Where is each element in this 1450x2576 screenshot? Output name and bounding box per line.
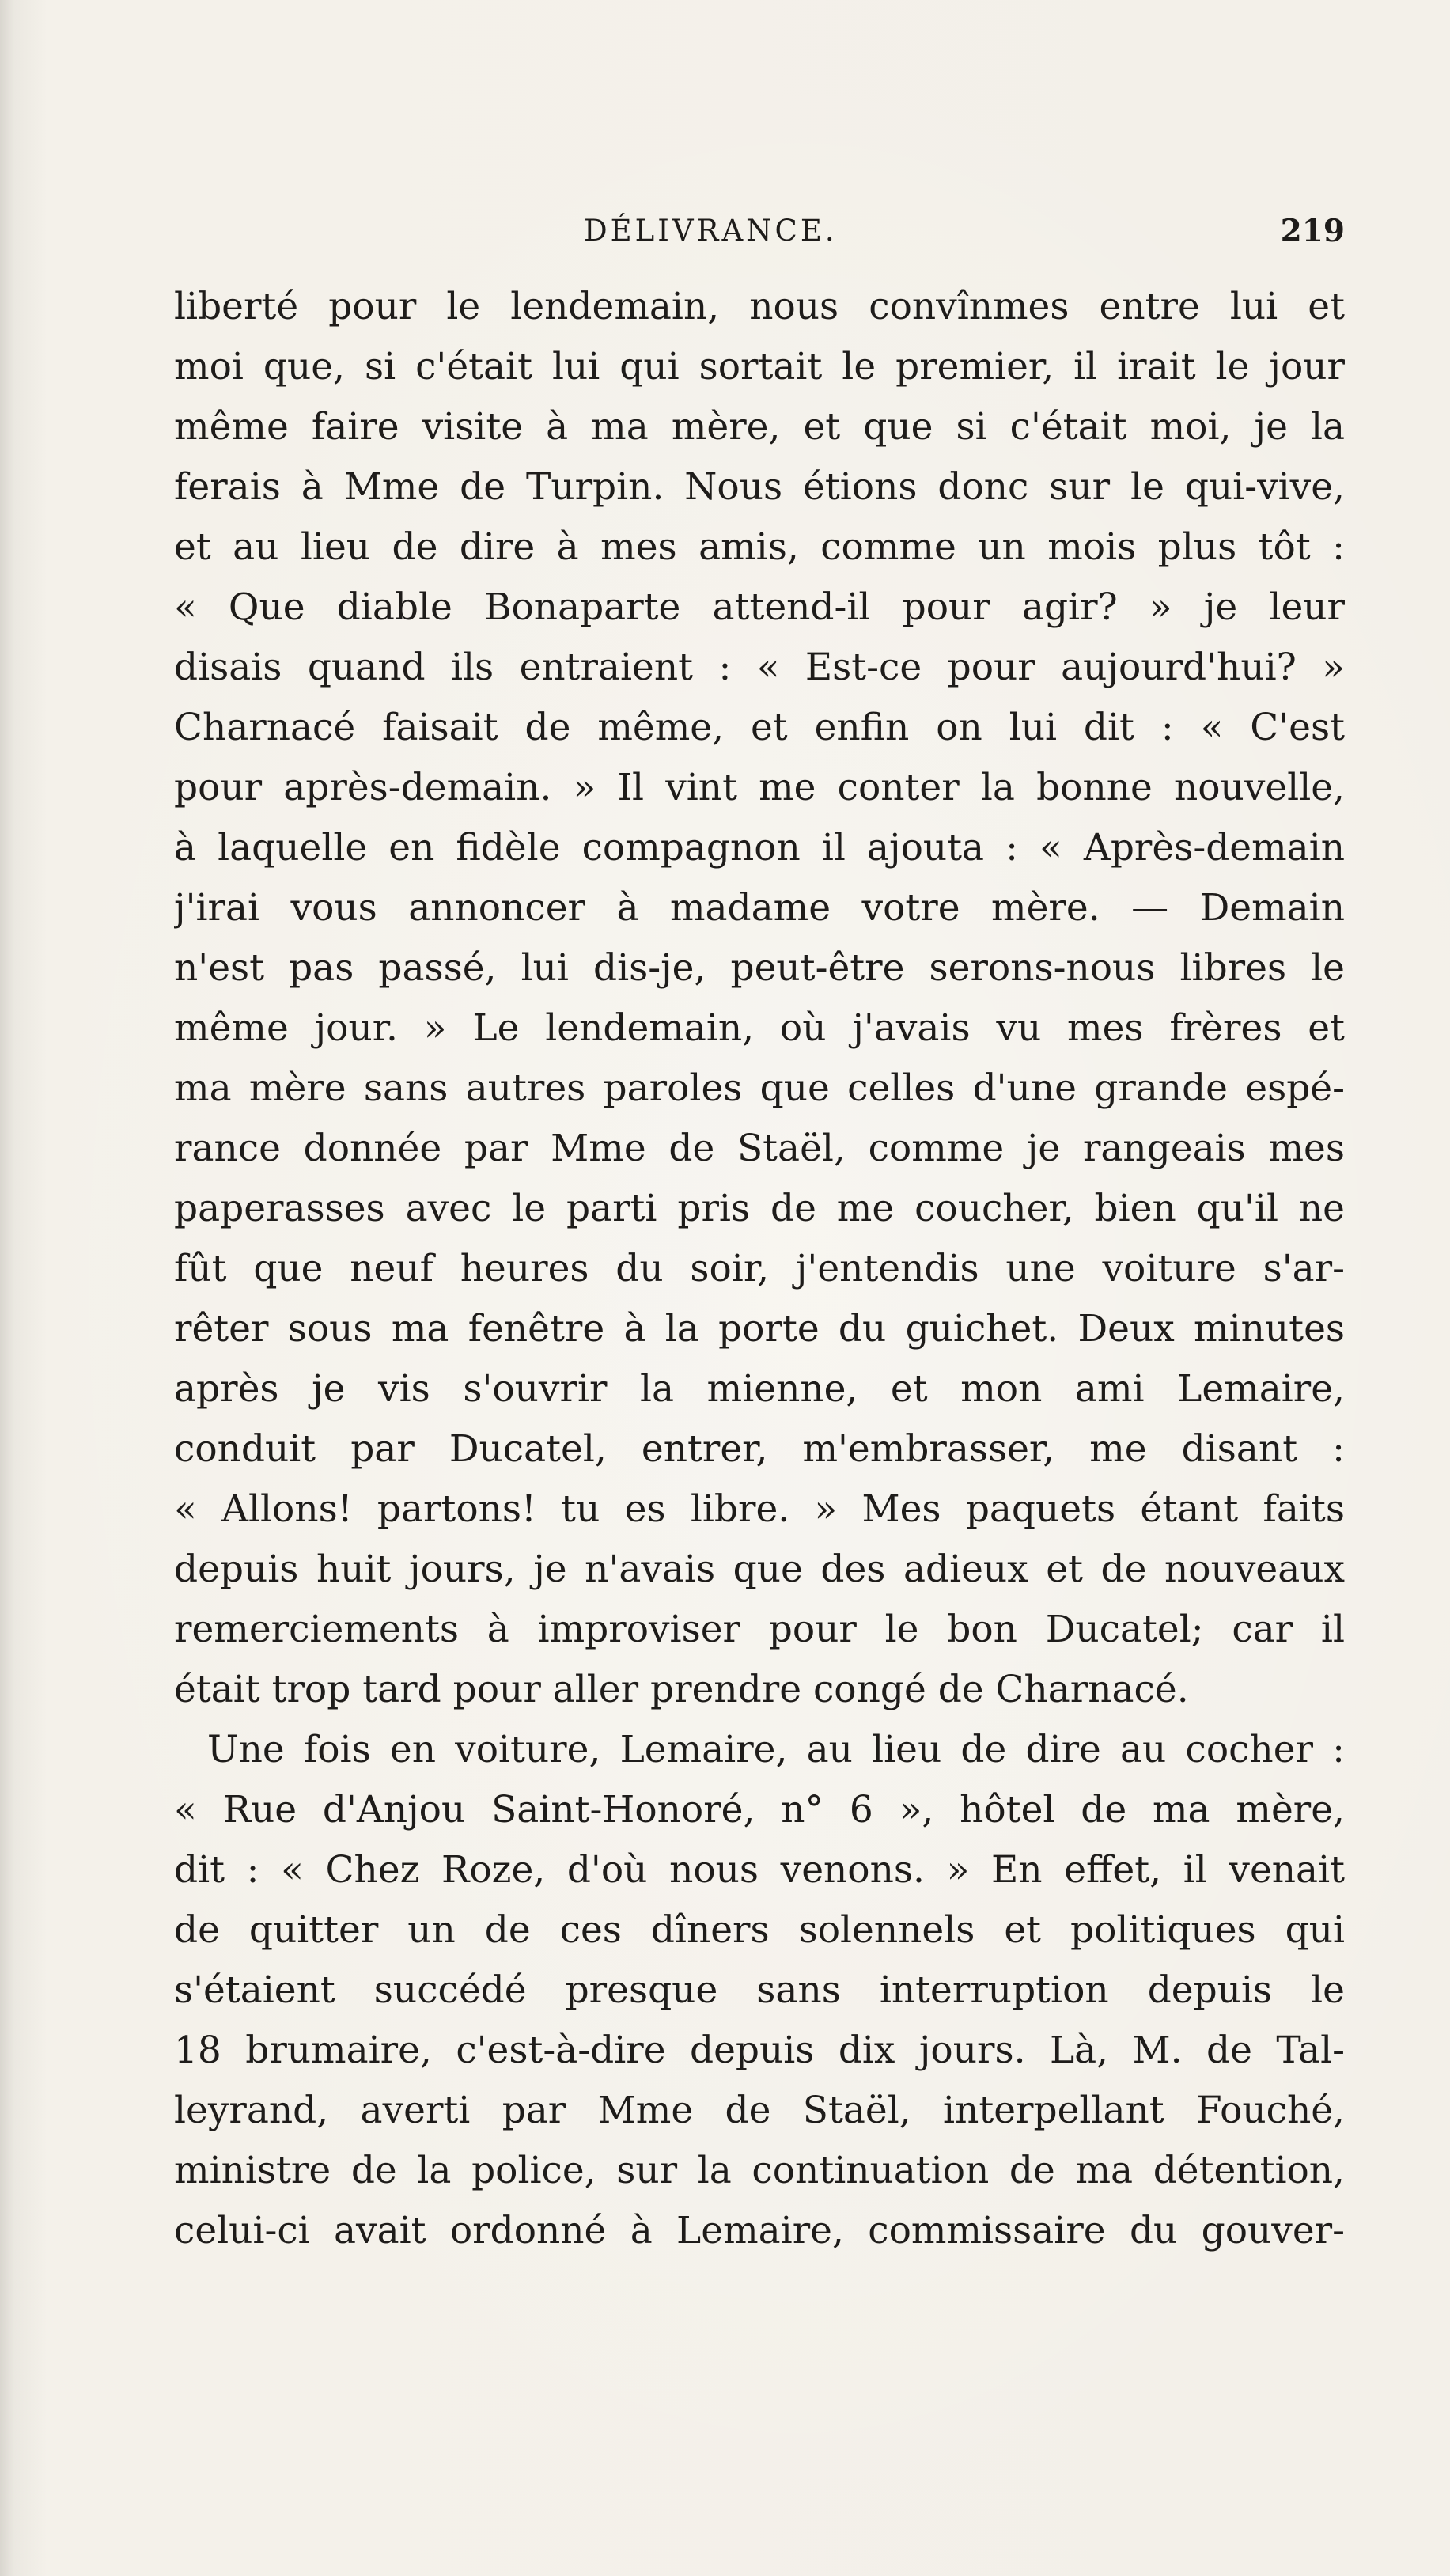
text-line: disais quand ils entraient : « Est-ce pour aujourd'hui? » [174, 646, 1345, 689]
text-line: ferais à Mme de Turpin. Nous étions donc sur le qui-vive, [174, 465, 1345, 509]
text-line: même faire visite à ma mère, et que si c'était moi, je la [174, 405, 1345, 449]
page-header [174, 207, 1345, 255]
text-line: « Que diable Bonaparte attend-il pour agir? » je leur [174, 585, 1345, 629]
text-line: j'irai vous annoncer à madame votre mère. — Demain [174, 886, 1345, 930]
text-line: depuis huit jours, je n'avais que des adieux et de nouveaux [174, 1547, 1345, 1591]
text-line: après je vis s'ouvrir la mienne, et mon ami Lemaire, [174, 1367, 1345, 1411]
text-line: ministre de la police, sur la continuation de ma détention, [174, 2149, 1345, 2192]
text-line: paperasses avec le parti pris de me coucher, bien qu'il ne [174, 1187, 1345, 1230]
text-line: dit : « Chez Roze, d'où nous venons. » En effet, il venait [174, 1848, 1345, 1892]
text-line: était trop tard pour aller prendre congé de Charnacé. [174, 1668, 1189, 1711]
text-line: « Allons! partons! tu es libre. » Mes paquets étant faits [174, 1487, 1345, 1531]
text-line: rance donnée par Mme de Staël, comme je rangeais mes [174, 1127, 1345, 1170]
text-line: Une fois en voiture, Lemaire, au lieu de dire au cocher : [207, 1728, 1345, 1771]
text-line: « Rue d'Anjou Saint-Honoré, n° 6 », hôtel de ma mère, [174, 1788, 1345, 1832]
text-line: 18 brumaire, c'est-à-dire depuis dix jours. Là, M. de Tal- [174, 2029, 1345, 2072]
text-line: à laquelle en fidèle compagnon il ajouta : « Après-demain [174, 826, 1345, 869]
text-line: ma mère sans autres paroles que celles d'une grande espé- [174, 1066, 1345, 1110]
running-title: DÉLIVRANCE. [584, 214, 838, 248]
text-line: s'étaient succédé presque sans interruption depuis le [174, 1968, 1345, 2012]
text-line: rêter sous ma fenêtre à la porte du guichet. Deux minutes [174, 1307, 1345, 1351]
page-number: 219 [1280, 213, 1345, 249]
text-line: liberté pour le lendemain, nous convînmes entre lui et [174, 285, 1345, 328]
text-line: moi que, si c'était lui qui sortait le premier, il irait le jour [174, 345, 1345, 388]
text-line: pour après-demain. » Il vint me conter la bonne nouvelle, [174, 766, 1345, 809]
text-line: fût que neuf heures du soir, j'entendis une voiture s'ar- [174, 1247, 1345, 1290]
text-line: conduit par Ducatel, entrer, m'embrasser, me disant : [174, 1427, 1345, 1471]
text-line: même jour. » Le lendemain, où j'avais vu mes frères et [174, 1006, 1345, 1050]
text-line: et au lieu de dire à mes amis, comme un mois plus tôt : [174, 525, 1345, 569]
text-line: n'est pas passé, lui dis-je, peut-être serons-nous libres le [174, 946, 1345, 990]
text-line: Charnacé faisait de même, et enfin on lui dit : « C'est [174, 706, 1345, 749]
text-line: de quitter un de ces dîners solennels et politiques qui [174, 1908, 1345, 1952]
text-line: celui-ci avait ordonné à Lemaire, commissaire du gouver- [174, 2209, 1345, 2252]
text-line: remerciements à improviser pour le bon Ducatel; car il [174, 1608, 1345, 1651]
text-line: leyrand, averti par Mme de Staël, interpellant Fouché, [174, 2089, 1345, 2132]
body-text [174, 277, 1345, 2261]
